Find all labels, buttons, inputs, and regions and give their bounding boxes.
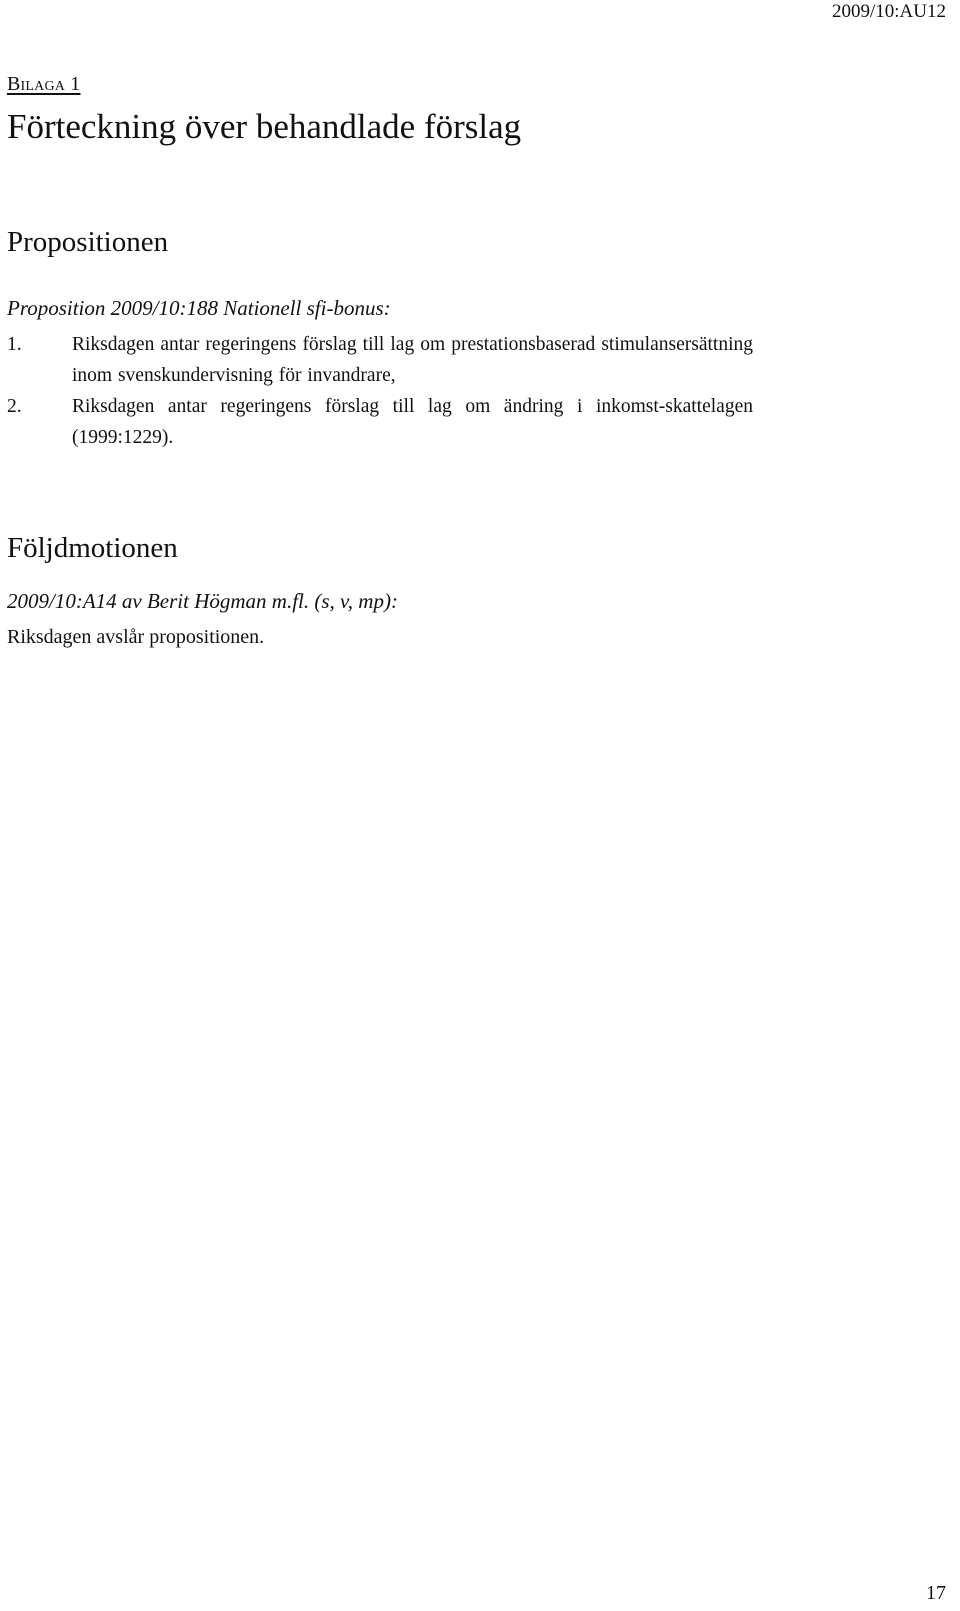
proposition-subheading: Proposition 2009/10:188 Nationell sfi-bonus: <box>7 296 391 320</box>
page-number: 17 <box>926 1582 946 1604</box>
motion-decision: Riksdagen avslår propositionen. <box>7 626 265 648</box>
proposal-list <box>7 329 753 453</box>
motion-subheading: 2009/10:A14 av Berit Högman m.fl. (s, v, mp): <box>7 589 398 613</box>
proposition-heading: Propositionen <box>7 226 169 258</box>
proposal-item <box>7 391 753 453</box>
proposal-number: 2. <box>7 396 22 417</box>
proposal-item <box>7 329 753 391</box>
proposal-text: Riksdagen antar regeringens förslag till lag om prestationsbaserad stimulansersättning inom svenskundervisning för invandrare, <box>72 334 753 386</box>
document-reference: 2009/10:AU12 <box>832 1 946 22</box>
motion-heading: Följdmotionen <box>7 532 178 564</box>
proposal-number: 1. <box>7 334 22 355</box>
page-title: Förteckning över behandlade förslag <box>7 107 522 146</box>
appendix-label: Bilaga 1 <box>7 73 81 95</box>
proposal-text: Riksdagen antar regeringens förslag till lag om ändring i inkomst-skattelagen (1999:1229). <box>72 396 753 448</box>
